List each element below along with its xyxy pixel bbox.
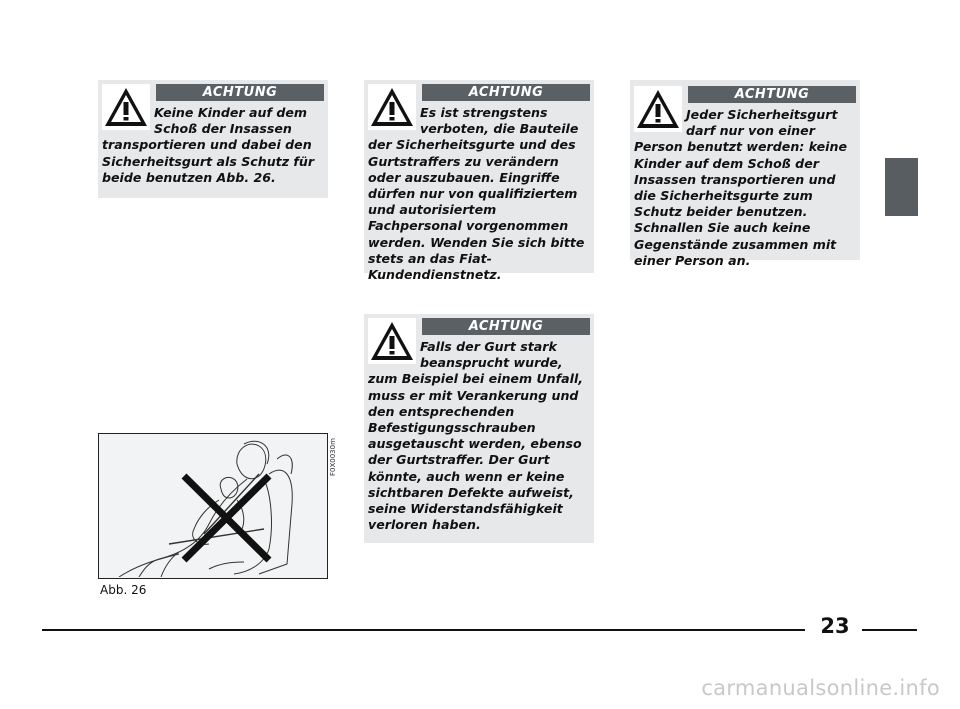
figure-caption: Abb. 26 [100, 583, 147, 597]
section-tab-marker [885, 158, 918, 216]
warning-header: ACHTUNG [422, 84, 590, 101]
warning-text: Keine Kinder auf dem Schoß der Insassen transportieren und dabei den Sicherheitsgurt als Schutz für beide benutzen Abb. 26. [102, 105, 315, 185]
warning-header: ACHTUNG [422, 318, 590, 335]
child-on-lap-illustration [99, 434, 326, 577]
warning-header: ACHTUNG [688, 86, 856, 103]
warning-box-3 [630, 80, 860, 268]
warning-box-4 [364, 314, 594, 543]
warning-box-2 [364, 80, 594, 283]
footer-rule-left [42, 629, 805, 631]
figure-illustration [98, 433, 328, 579]
page-number: 23 [820, 614, 850, 638]
warning-text: Falls der Gurt stark beansprucht wurde, zum Beispiel bei einem Unfall, muss er mit Verankerung und den entsprechenden Befestigungsschrauben ausgetauscht werden, ebenso der Gurtstraffer. Der Gurt könnte, auch wenn er keine sichtbaren Defekte aufweist, seine Widerstandsfähigkeit verloren haben. [368, 339, 584, 533]
figure-code: F0X0030m [329, 438, 337, 476]
watermark: carmanualsonline.info [701, 676, 940, 700]
warning-text: Es ist strengstens verboten, die Bauteile der Sicherheitsgurte und des Gurtstraffers zu verändern oder auszubauen. Eingriffe dürfen nur von qualifiziertem und autorisiertem Fachpersonal vorgenommen werden. Wenden Sie sich bitte stets an das Fiat-Kundendienstnetz. [368, 105, 585, 283]
footer-rule-right [862, 629, 917, 631]
warning-text: Jeder Sicherheitsgurt darf nur von einer Person benutzt werden: keine Kinder auf dem Schoß der Insassen transportieren und die Sicherheitsgurte zum Schutz beider benutzen. Schnallen Sie auch keine Gegenstände zusammen mit einer Person an. [634, 107, 848, 268]
warning-header: ACHTUNG [156, 84, 324, 101]
warning-box-1 [98, 80, 328, 198]
